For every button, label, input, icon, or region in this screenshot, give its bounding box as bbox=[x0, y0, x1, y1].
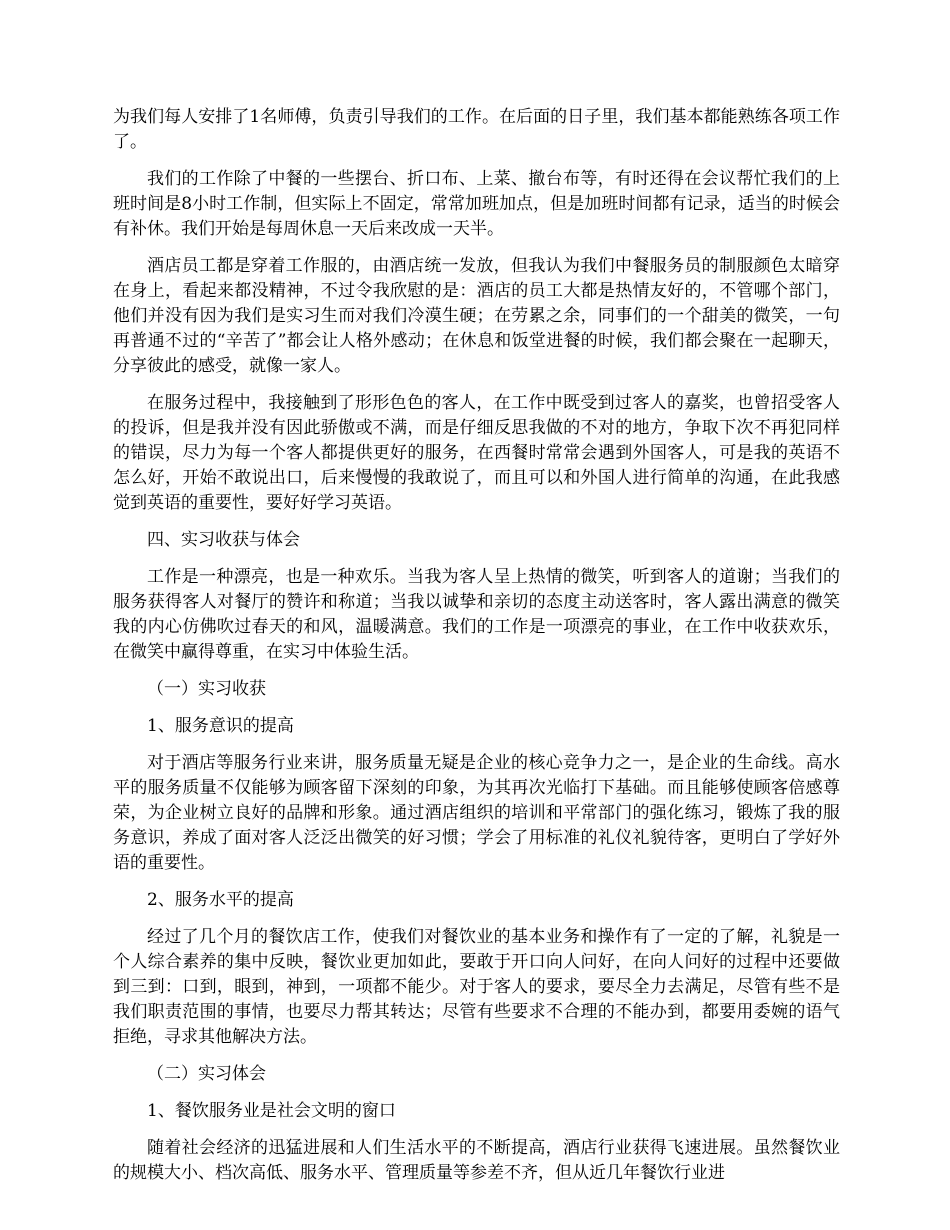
paragraph-service-level: 经过了几个月的餐饮店工作，使我们对餐饮业的基本业务和操作有了一定的了解，礼貌是一个人综合素养的集中反映，餐饮业更加如此，要敢于开口向人问好，在向人问好的过程中还要做到三到：口到，眼到，神到，一项都不能少。对于客人的要求，要尽全力去满足，尽管有些不是我们职责范围的事情，也要尽力帮其转达；尽管有些要求不合理的不能办到，都要用委婉的语气拒绝，寻求其他解决方法。 bbox=[113, 927, 840, 1047]
item-heading-service-awareness: 1、服务意识的提高 bbox=[147, 716, 294, 736]
paragraph-industry-development: 随着社会经济的迅猛进展和人们生活水平的不断提高，酒店行业获得飞速进展。虽然餐饮业的规模大小、档次高低、服务水平、管理质量等参差不齐，但从近几年餐饮行业进 bbox=[113, 1138, 840, 1183]
document-body bbox=[113, 105, 840, 1198]
paragraph-service-awareness: 对于酒店等服务行业来讲，服务质量无疑是企业的核心竞争力之一，是企业的生命线。高水平的服务质量不仅能够为顾客留下深刻的印象，为其再次光临打下基础。而且能够使顾客倍感尊荣，为企业树立良好的品牌和形象。通过酒店组织的培训和平常部门的强化练习，锻炼了我的服务意识，养成了面对客人泛泛出微笑的好习惯；学会了用标准的礼仪礼貌待客，更明白了学好外语的重要性。 bbox=[113, 753, 840, 873]
section-heading-gains: 四、实习收获与体会 bbox=[147, 530, 300, 550]
paragraph-intro-continuation: 为我们每人安排了1名师傅，负责引导我们的工作。在后面的日子里，我们基本都能熟练各项工作了。 bbox=[113, 107, 840, 152]
subsection-heading-reflections: （二）实习体会 bbox=[147, 1064, 266, 1084]
item-heading-catering-window: 1、餐饮服务业是社会文明的窗口 bbox=[147, 1101, 396, 1121]
item-heading-service-level: 2、服务水平的提高 bbox=[147, 890, 294, 910]
paragraph-uniform-colleagues: 酒店员工都是穿着工作服的，由酒店统一发放，但我认为我们中餐服务员的制服颜色太暗穿在身上，看起来都没精神，不过令我欣慰的是：酒店的员工大都是热情友好的，不管哪个部门，他们并没有因为我们是实习生而对我们冷漠生硬；在劳累之余，同事们的一个甜美的微笑，一句再普通不过的“辛苦了”都会让人格外感动；在休息和饭堂进餐的时候，我们都会聚在一起聊天，分享彼此的感受，就像一家人。 bbox=[113, 256, 840, 376]
subsection-heading-gains: （一）实习收获 bbox=[147, 679, 266, 699]
paragraph-work-content: 我们的工作除了中餐的一些摆台、折口布、上菜、撤台布等，有时还得在会议帮忙我们的上班时间是8小时工作制，但实际上不固定，常常加班加点，但是加班时间都有记录，适当的时候会有补休。我们开始是每周休息一天后来改成一天半。 bbox=[113, 169, 840, 239]
paragraph-service-experience: 在服务过程中，我接触到了形形色色的客人，在工作中既受到过客人的嘉奖，也曾招受客人的投诉，但是我并没有因此骄傲或不满，而是仔细反思我做的不对的地方，争取下次不再犯同样的错误，尽力为每一个客人都提供更好的服务，在西餐时常常会遇到外国客人，可是我的英语不怎么好，开始不敢说出口，后来慢慢的我敢说了，而且可以和外国人进行简单的沟通，在此我感觉到英语的重要性，要好好学习英语。 bbox=[113, 393, 840, 513]
paragraph-work-joy: 工作是一种漂亮，也是一种欢乐。当我为客人呈上热情的微笑，听到客人的道谢；当我们的服务获得客人对餐厅的赞许和称道；当我以诚挚和亲切的态度主动送客时，客人露出满意的微笑我的内心仿佛吹过春天的和风，温暖满意。我们的工作是一项漂亮的事业，在工作中收获欢乐，在微笑中赢得尊重，在实习中体验生活。 bbox=[113, 567, 840, 662]
